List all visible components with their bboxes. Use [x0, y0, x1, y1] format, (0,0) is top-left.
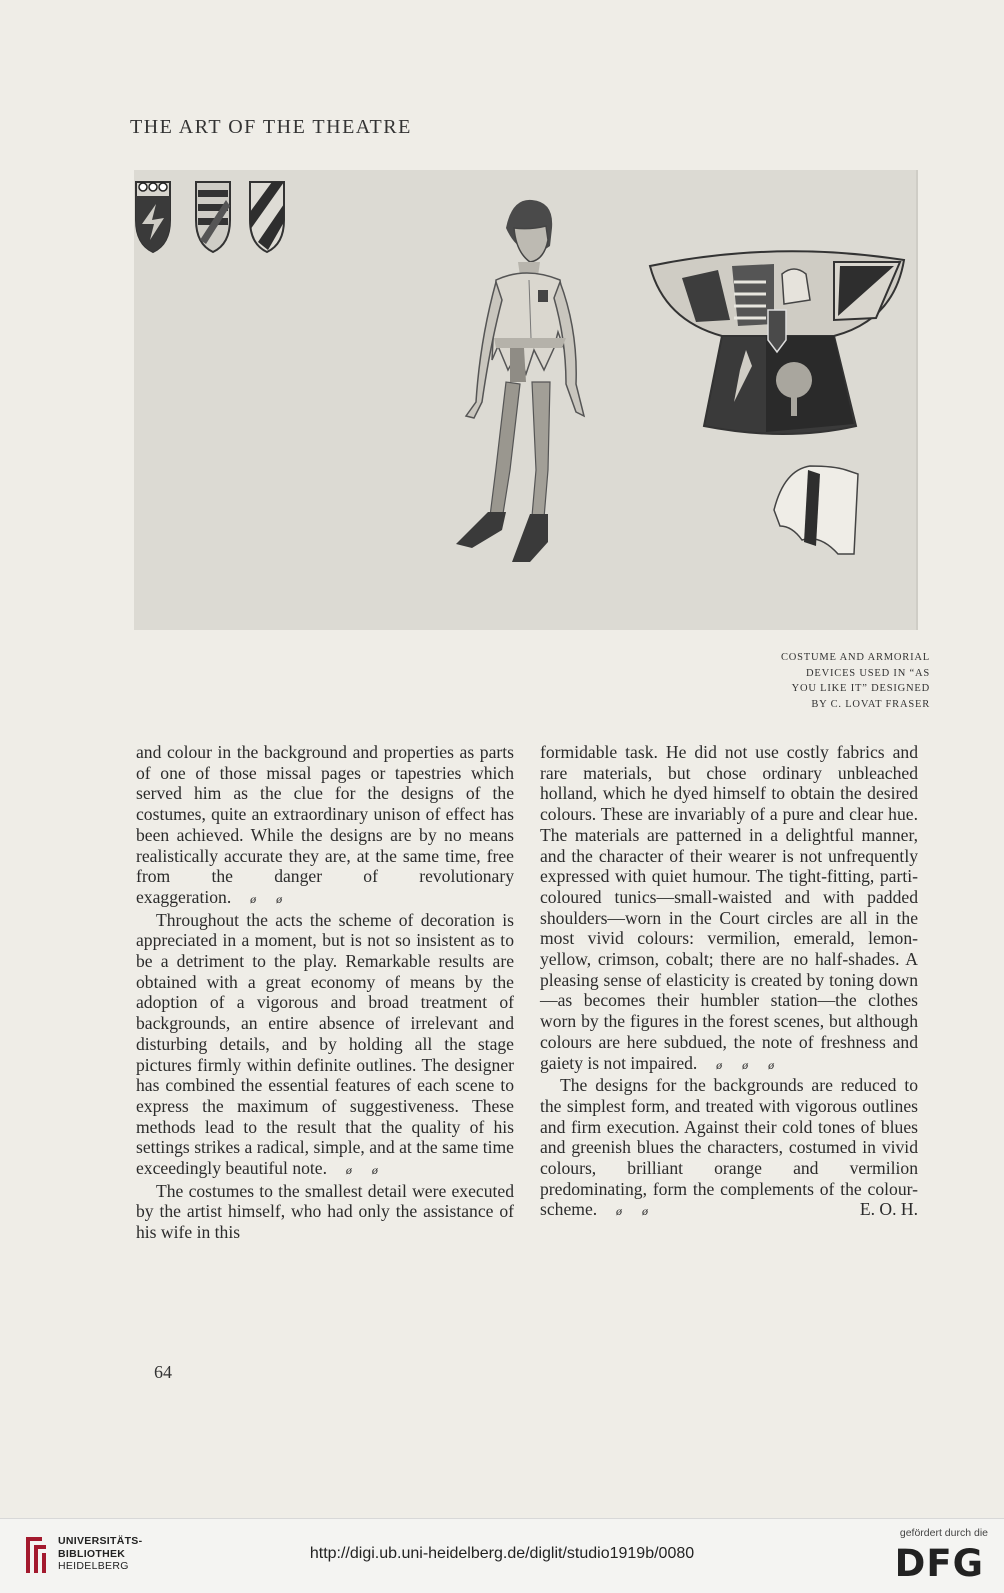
costume-illustration — [134, 170, 916, 630]
library-name: UNIVERSITÄTS- BIBLIOTHEK HEIDELBERG — [58, 1535, 143, 1572]
running-title: THE ART OF THE THEATRE — [130, 116, 412, 138]
caption-line: DEVICES USED IN “AS — [806, 667, 930, 679]
page-number: 64 — [154, 1362, 172, 1382]
digitization-footer — [0, 1518, 1004, 1593]
ornament-mark: ø — [345, 1163, 352, 1178]
permalink-url[interactable]: http://digi.ub.uni-heidelberg.de/diglit/studio1919b/0080 — [309, 1545, 695, 1562]
costume-illustration-plate — [134, 170, 918, 630]
ornament-mark: ø — [742, 1057, 749, 1072]
paragraph: Throughout the acts the scheme of decoration is appreciated in a moment, but is not so insistent as to be a detriment to the play. Remarkable results are obtained with a great economy of means by the adoption of a vigorous and broad treatment of backgrounds, an entire absence of irrelevant and disturbing details, and by holding all the stage pictures firmly within definite outlines. The designer has combined the essential features of each scene to express the maximum of suggestiveness. These methods lead to the result that the quality of his settings strikes a radical, simple, and at the same time exceedingly beautiful note. ø ø — [136, 909, 514, 1179]
paragraph: The costumes to the smallest detail were executed by the artist himself, who had only the assistance of his wife in this — [136, 1180, 514, 1243]
plate-caption — [735, 650, 930, 712]
ornament-mark: ø — [716, 1057, 723, 1072]
shield-icon — [136, 182, 170, 252]
ornament-mark: ø — [250, 891, 257, 906]
author-signature: E. O. H. — [859, 1199, 918, 1220]
armorial-cape-design — [650, 251, 904, 434]
caption-line: YOU LIKE IT” DESIGNED — [791, 683, 930, 694]
paragraph: The designs for the backgrounds are reduced to the simplest form, and treated with vigorous outlines and firm execution. Against their cold tones of blues and greenish blues the characters, costumed in vivid colours, brilliant orange and vermilion predominating, form the complements of the colour-scheme. ø ø E. O. H. — [540, 1075, 918, 1220]
left-text-column — [136, 742, 514, 1243]
ornament-mark: ø — [615, 1204, 622, 1219]
paragraph: formidable task. He did not use costly fabrics and rare materials, but chose ordinary unbleached holland, which he dyed himself to obtain the desired colours. These are invariably of a pure and clear hue. The materials are patterned in a delightful manner, and the character of their wearer is not unfrequently expressed with quiet humour. The tight-fitting, parti-coloured tunics—small-waisted and with padded shoulders—worn in the Court circles are all in the most vivid colours: vermilion, emerald, lemon-yellow, crimson, cobalt; there are no half-shades. A pleasing sense of elasticity is created by toning down—as becomes their humbler station—the clothes worn by the figures in the forest scenes, but although colours are here subdued, the note of freshness and gaiety is not impaired. ø ø ø — [540, 742, 918, 1073]
ornament-mark: ø — [641, 1204, 648, 1219]
caption-line: COSTUME AND ARMORIAL — [780, 652, 930, 663]
ornament-mark: ø — [371, 1163, 378, 1178]
hood-costume-piece — [774, 466, 858, 554]
paragraph: and colour in the background and properties as parts of one of those missal pages or tapestries which served him as the clue for the designs of the costumes, quite an extraordinary unison of effect has been achieved. While the designs are by no means realistically accurate they are, at the same time, free from the danger of revolutionary exaggeration. ø ø — [136, 742, 514, 907]
ornament-mark: ø — [768, 1057, 775, 1072]
shield-icon — [196, 182, 230, 252]
caption-line: BY C. LOVAT FRASER — [811, 698, 930, 710]
ornament-mark: ø — [276, 891, 283, 906]
costume-figure — [456, 200, 584, 562]
shield-icon — [250, 182, 284, 252]
right-text-column — [540, 742, 918, 1222]
dfg-logo: DFG — [894, 1542, 984, 1585]
funder-label: gefördert durch die — [899, 1527, 988, 1539]
